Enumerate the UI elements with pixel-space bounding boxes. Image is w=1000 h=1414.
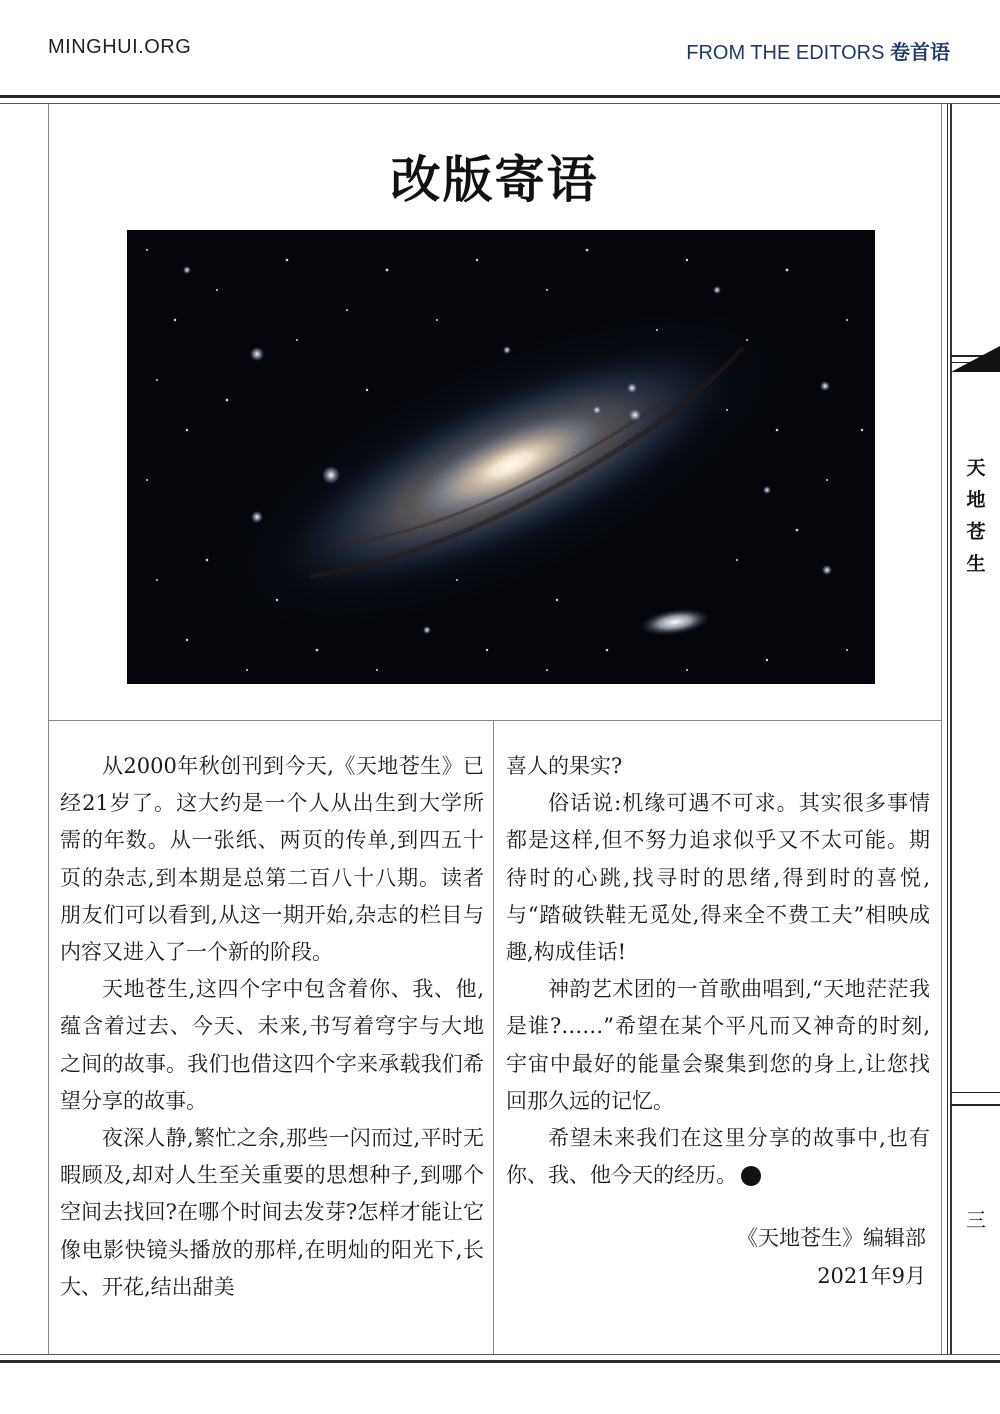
- paragraph: 从2000年秋创刊到今天,《天地苍生》已经21岁了。这大约是一个人从出生到大学所需的年数。从一张纸、两页的传单,到四五十页的杂志,到本期是总第二百八十八期。读者朋友们可以看到,从这一期开始,杂志的栏目与内容又进入了一个新的阶段。: [60, 754, 484, 965]
- paragraph: 神韵艺术团的一首歌曲唱到,“天地茫茫我是谁?……”希望在某个平凡而又神奇的时刻,宇宙中最好的能量会聚集到您的身上,让您找回那久远的记忆。: [506, 977, 930, 1113]
- column-divider: [493, 720, 494, 1354]
- side-tab-triangle: [951, 346, 1000, 372]
- section-header: [686, 36, 950, 65]
- article-title: 改版寄语: [390, 150, 599, 209]
- side-separator-thick: [951, 1104, 1000, 1106]
- article-right-column: [506, 748, 930, 1194]
- section-header-cn: 卷首语: [890, 40, 950, 64]
- bottom-rule-thin: [0, 1354, 1000, 1355]
- paragraph: 俗话说:机缘可遇不可求。其实很多事情都是这样,但不努力追求似乎又不太可能。期待时的心跳,找寻时的思绪,得到时的喜悦,与“踏破铁鞋无觅处,得来全不费工夫”相映成趣,构成佳话!: [506, 791, 930, 965]
- end-mark-icon: T: [741, 1166, 761, 1186]
- middle-divider: [48, 720, 941, 721]
- side-title-char: 苍: [966, 521, 986, 543]
- publish-date: 2021年9月: [817, 1264, 926, 1288]
- side-rule-outer: [950, 104, 952, 1354]
- signature: 《天地苍生》编辑部: [737, 1226, 926, 1250]
- side-separator: [951, 1092, 1000, 1093]
- top-rule-thick: [0, 95, 1000, 98]
- article-left-column: [60, 748, 484, 1306]
- bottom-rule-thick: [0, 1360, 1000, 1363]
- paragraph: 夜深人静,繁忙之余,那些一闪而过,平时无暇顾及,却对人生至关重要的思想种子,到哪个空间去找回?在哪个时间去发芽?怎样才能让它像电影快镜头播放的那样,在明灿的阳光下,长大、开花,结出甜美: [60, 1126, 484, 1299]
- paragraph-continuation: 喜人的果实?: [506, 754, 623, 778]
- galaxy-image: [127, 230, 875, 684]
- page-number: 三: [966, 1208, 986, 1232]
- site-name: MINGHUI.ORG: [48, 36, 192, 58]
- side-title-char: 生: [966, 553, 986, 575]
- side-title-char: 天: [966, 457, 986, 479]
- paragraph: 天地苍生,这四个字中包含着你、我、他,蕴含着过去、今天、未来,书写着穹宇与大地之间的故事。我们也借这四个字来承载我们希望分享的故事。: [60, 977, 484, 1113]
- side-rule-inner: [947, 104, 948, 1354]
- side-section-title: [962, 452, 990, 580]
- side-title-char: 地: [966, 489, 986, 511]
- paragraph: [506, 1120, 930, 1194]
- section-header-en: FROM THE EDITORS: [686, 42, 885, 64]
- paragraph-text: 希望未来我们在这里分享的故事中,也有你、我、他今天的经历。: [506, 1126, 930, 1188]
